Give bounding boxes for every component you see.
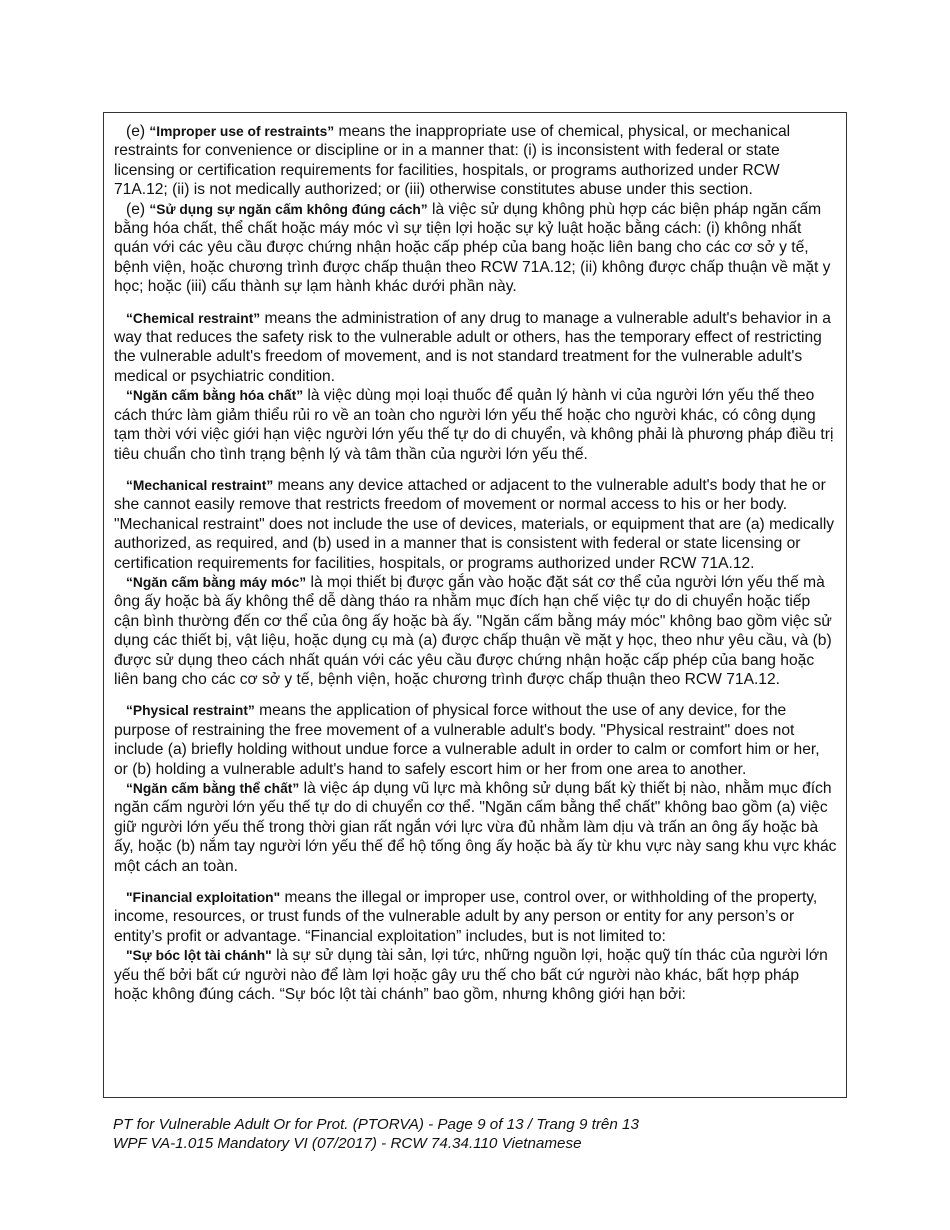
defined-term: “Physical restraint” [126,703,255,719]
definition-improper-use-of-restraints [114,122,837,297]
definition-text: means any device attached or adjacent to the vulnerable adult's body that he or she cannot easily remove that restricts freedom of movement or normal access to his or her body. "Mechanical restraint" does not include the use of devices, materials, or equipment that are (a) medically authorized, as required, and (b) used in a manner that is consistent with federal or state licensing or certification requirements for facilities, hospitals, or programs authorized under RCW 71A.12. [114,476,835,572]
paragraph-english [114,476,837,573]
paragraph-vietnamese [114,573,837,689]
paragraph-vietnamese [114,779,837,876]
defined-term: “Ngăn cấm bằng thể chất” [126,781,300,796]
paragraph-english [114,701,837,779]
defined-term: “Sử dụng sự ngăn cấm không đúng cách” [149,201,428,217]
definition-financial-exploitation [114,888,837,1004]
paragraph-vietnamese [114,200,837,297]
page-footer [113,1115,639,1153]
definition-chemical-restraint [114,309,837,464]
definition-mechanical-restraint [114,476,837,689]
paragraph-english [114,122,837,200]
definition-physical-restraint [114,701,837,876]
item-label: (e) [126,200,150,218]
paragraph-vietnamese [114,946,837,1004]
defined-term: “Ngăn cấm bằng máy móc” [126,574,307,590]
definition-text: là sự sử dụng tài sản, lợi tức, những nguồn lợi, hoặc quỹ tín thác của người lớn yếu thế bởi bất cứ người nào để làm lợi hoặc gây ưu thế cho bất cứ người nào khác, bất hợp pháp hoặc không đúng cách. “Sự bóc lột tài chánh” bao gồm, nhưng không giới hạn bởi: [114,947,828,1004]
item-label: (e) [126,123,150,140]
definition-text: là việc dùng mọi loại thuốc để quản lý hành vi của người lớn yếu thế theo cách thức làm giảm thiểu rủi ro về an toàn cho người lớn yếu thế hoặc cho người khác, có công dụng tạm thời với việc giới hạn việc người lớn yếu thế tự do di chuyển, và không phải là phương pháp điều trị tiêu chuẩn cho tình trạng bệnh lý và tâm thần của người lớn yếu thế. [114,387,834,463]
paragraph-english [114,309,837,387]
defined-term: “Mechanical restraint” [126,477,274,493]
definition-text: means the application of physical force without the use of any device, for the purpose of restraining the free movement of a vulnerable adult's body. "Physical restraint" does not include (a) briefly holding without undue force a vulnerable adult in order to calm or comfort him or her, or (b) holding a vulnerable adult's hand to safely escort him or her from one area to another. [114,702,820,778]
defined-term: “Ngăn cấm bằng hóa chất” [126,388,304,404]
content-frame [103,112,847,1098]
defined-term: "Financial exploitation" [126,890,281,906]
definition-text: là việc sử dụng không phù hợp các biện pháp ngăn cấm bằng hóa chất, thể chất hoặc máy móc vì sự tiện lợi hoặc sự kỷ luật hoặc bằng cách: (i) không nhất quán với các yêu cầu được chứng nhận hoặc cấp phép của bang hoặc liên bang cho các cơ sở y tế, bệnh viện, hoặc chương trình được chấp thuận theo RCW 71A.12; (ii) không được chấp thuận về mặt y học; hoặc (iii) cấu thành sự lạm hành khác dưới phần này. [114,200,831,296]
paragraph-english [114,888,837,946]
definition-text: là mọi thiết bị được gắn vào hoặc đặt sát cơ thể của người lớn yếu thế mà ông ấy hoặc bà ấy không thể dễ dàng tháo ra nhằm mục đích hạn chế việc tự do di chuyển hoặc tiếp cận bình thường đến cơ thể của ông ấy hoặc bà ấy. "Ngăn cấm bằng máy móc" không bao gồm việc sử dụng các thiết bị, vật liệu, hoặc dụng cụ mà (a) được chấp thuận về mặt y học, theo như yêu cầu, và (b) được sử dụng theo cách nhất quán với các yêu cầu được chứng nhận hoặc cấp phép của bang hoặc liên bang cho các cơ sở y tế, bệnh viện, hoặc chương trình được chấp thuận theo RCW 71A.12. [114,573,832,688]
defined-term: "Sự bóc lột tài chánh" [126,948,272,964]
definition-text: là việc áp dụng vũ lực mà không sử dụng bất kỳ thiết bị nào, nhằm mục đích ngăn cấm người lớn yếu thế tự do di chuyển cơ thể. "Ngăn cấm bằng thể chất" không bao gồm (a) việc giữ người lớn yếu thế trong thời gian rất ngắn với lực vừa đủ nhằm làm dịu và trấn an ông ấy hoặc bà ấy, hoặc (b) nắm tay người lớn yếu thế để hộ tống ông ấy hoặc bà ấy từ khu vực này sang khu vực khác một cách an toàn. [114,780,837,875]
defined-term: “Chemical restraint” [126,310,261,326]
definition-text: means the illegal or improper use, control over, or withholding of the property, income, resources, or trust funds of the vulnerable adult by any person or entity for any person’s or entity’s profit or advantage. “Financial exploitation” includes, but is not limited to: [114,889,818,945]
definition-text: means the administration of any drug to manage a vulnerable adult's behavior in a way that reduces the safety risk to the vulnerable adult or others, has the temporary effect of restricting the vulnerable adult's freedom of movement, and is not standard treatment for the vulnerable adult's medical or psychiatric condition. [114,309,831,385]
definition-text: means the inappropriate use of chemical, physical, or mechanical restraints for convenience or discipline or in a manner that: (i) is inconsistent with federal or state licensing or certification requirements for facilities, hospitals, or programs authorized under RCW 71A.12; (ii) is not medically authorized; or (iii) otherwise constitutes abuse under this section. [114,123,791,199]
paragraph-vietnamese [114,386,837,464]
defined-term: “Improper use of restraints” [149,124,335,139]
footer-form-title: PT for Vulnerable Adult Or for Prot. (PTORVA) - Page 9 of 13 / Trang 9 trên 13 [113,1116,639,1133]
footer-form-id: WPF VA-1.015 Mandatory VI (07/2017) - RCW 74.34.110 Vietnamese [113,1135,582,1152]
